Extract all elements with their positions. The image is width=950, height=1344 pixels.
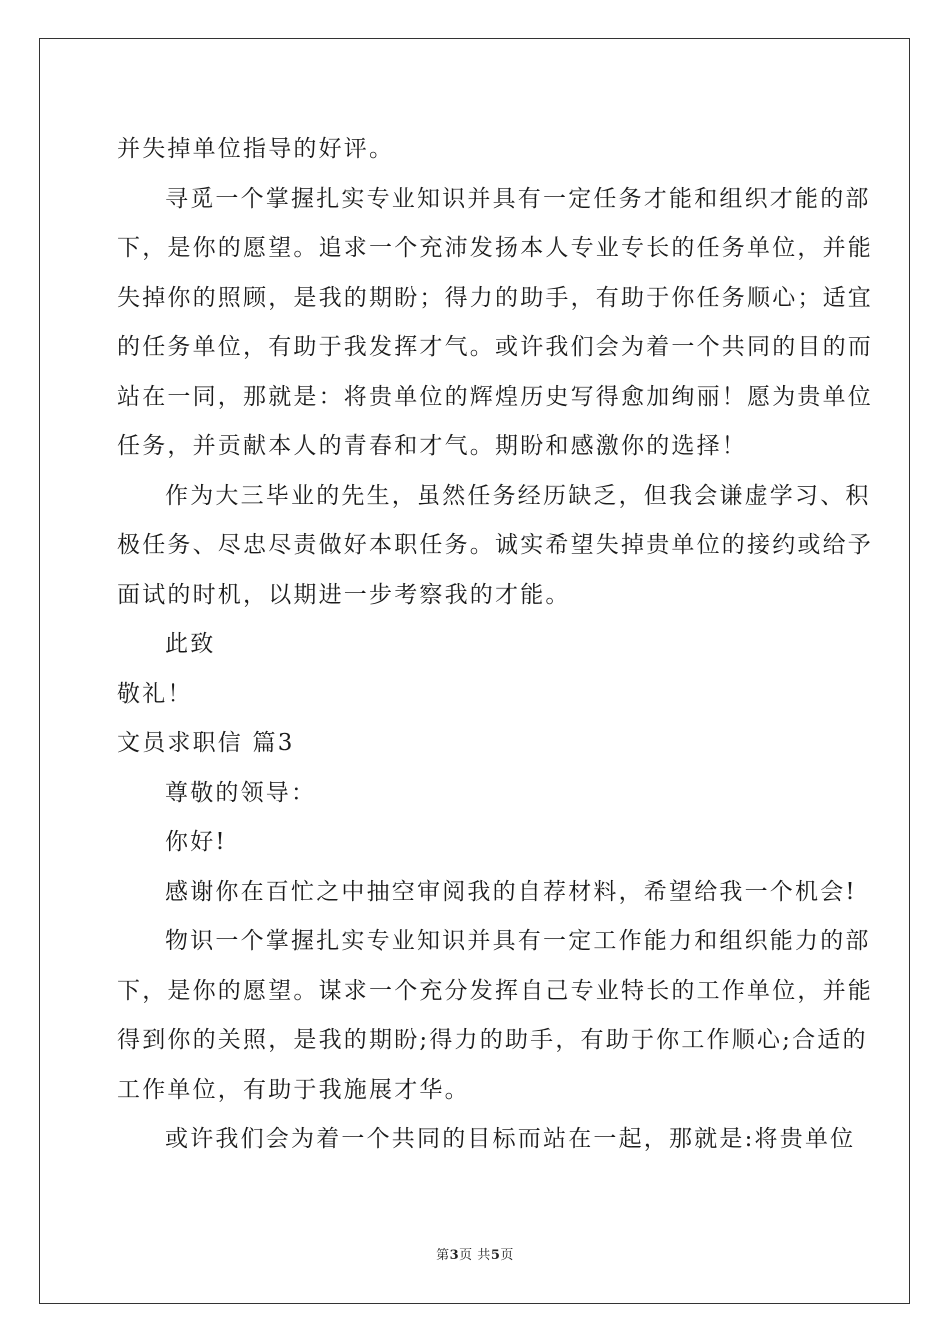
document-body [117, 125, 873, 1165]
text-line: 极任务、尽忠尽责做好本职任务。诚实希望失掉贵单位的接约或给予 [117, 532, 873, 558]
text-line: 物识一个掌握扎实专业知识并具有一定工作能力和组织能力的部 [165, 928, 871, 954]
text-line: 或许我们会为着一个共同的目标而站在一起，那就是:将贵单位 [165, 1126, 856, 1152]
text-line: 得到你的关照，是我的期盼;得力的助手，有助于你工作顺心;合适的 [117, 1027, 868, 1053]
text-line: 工作单位，有助于我施展才华。 [117, 1076, 470, 1103]
text-line: 的任务单位，有助于我发挥才气。或许我们会为着一个共同的目的而 [117, 334, 873, 360]
greeting: 尊敬的领导： [165, 779, 317, 806]
page-current: 3 [449, 1248, 460, 1263]
page-prefix: 第 [436, 1248, 450, 1263]
text-line: 站在一同，那就是：将贵单位的辉煌历史写得愈加绚丽！愿为贵单位 [117, 383, 873, 410]
greeting-hello: 你好! [165, 829, 227, 855]
closing-regards: 敬礼！ [117, 680, 193, 707]
page-footer [0, 1244, 950, 1263]
text-line: 下，是你的愿望。追求一个充沛发扬本人专业专长的任务单位，并能 [117, 235, 873, 261]
text-line: 面试的时机，以期进一步考察我的才能。 [117, 581, 571, 608]
page-suffix: 页 [500, 1248, 514, 1263]
text-line: 并失掉单位指导的好评。 [117, 136, 395, 162]
text-line: 感谢你在百忙之中抽空审阅我的自荐材料，希望给我一个机会! [165, 878, 857, 905]
page-total: 5 [490, 1248, 501, 1263]
closing-salutation: 此致 [165, 631, 216, 657]
text-line: 作为大三毕业的先生，虽然任务经历缺乏，但我会谦虚学习、积 [165, 482, 871, 509]
section-heading: 文员求职信 篇3 [117, 730, 295, 756]
text-line: 失掉你的照顾，是我的期盼；得力的助手，有助于你任务顺心；适宜 [117, 284, 873, 311]
page-mid: 页 共 [459, 1248, 491, 1263]
text-line: 下，是你的愿望。谋求一个充分发挥自己专业特长的工作单位，并能 [117, 977, 873, 1004]
text-line: 寻觅一个掌握扎实专业知识并具有一定任务才能和组织才能的部 [165, 185, 871, 212]
text-line: 任务，并贡献本人的青春和才气。期盼和感激你的选择！ [117, 433, 747, 459]
